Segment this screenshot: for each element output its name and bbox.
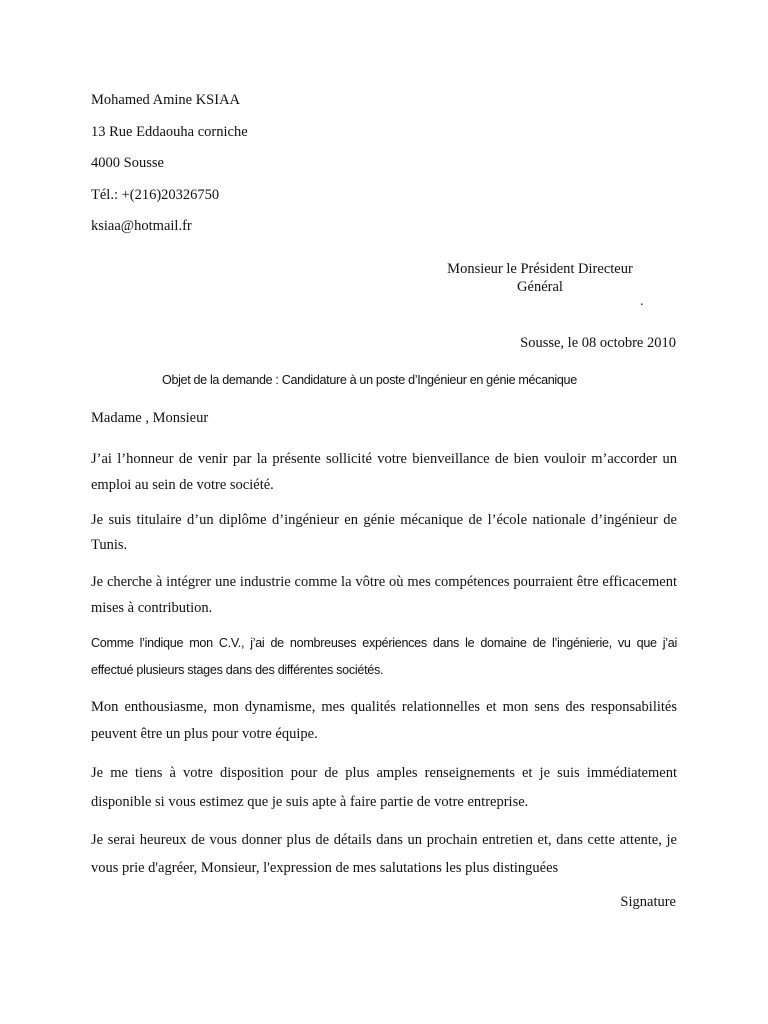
sender-email: ksiaa@hotmail.fr [91, 218, 192, 234]
signature-label: Signature [620, 894, 676, 910]
sender-block [91, 90, 248, 248]
date-line: Sousse, le 08 octobre 2010 [520, 335, 676, 351]
recipient-trailing-mark: . [640, 294, 644, 309]
paragraph-4: Comme l’indique mon C.V., j’ai de nombreuses expériences dans le domaine de l’ingénierie, vu que j’ai effectué plusieurs stages dans des différentes sociétés. [91, 636, 677, 677]
recipient-line-2: Général [517, 279, 563, 295]
paragraph-3: Je cherche à intégrer une industrie comme la vôtre où mes compétences pourraient être efficacement mises à contribution. [91, 574, 677, 616]
paragraph-1: J’ai l’honneur de venir par la présente sollicité votre bienveillance de bien vouloir m’accorder un emploi au sein de votre société. [91, 451, 677, 493]
paragraph-7: Je serai heureux de vous donner plus de détails dans un prochain entretien et, dans cette attente, je vous prie d'agréer, Monsieur, l'expression de mes salutations les plus distinguées [91, 832, 677, 876]
paragraph-2: Je suis titulaire d’un diplôme d’ingénieur en génie mécanique de l’école nationale d’ingénieur de Tunis. [91, 512, 677, 553]
recipient-block [430, 260, 650, 296]
paragraph-5: Mon enthousiasme, mon dynamisme, mes qualités relationnelles et mon sens des responsabilités peuvent être un plus pour votre équipe. [91, 699, 677, 742]
paragraph-6: Je me tiens à votre disposition pour de plus amples renseignements et je suis immédiatement disponible si vous estimez que je suis apte à faire partie de votre entreprise. [91, 765, 677, 810]
subject-line: Objet de la demande : Candidature à un poste d’Ingénieur en génie mécanique [162, 373, 577, 387]
sender-street: 13 Rue Eddaouha corniche [91, 123, 248, 140]
salutation: Madame , Monsieur [91, 410, 209, 426]
recipient-line-1: Monsieur le Président Directeur [447, 261, 633, 277]
sender-phone: Tél.: +(216)20326750 [91, 186, 220, 203]
sender-city: 4000 Sousse [91, 155, 164, 171]
sender-name: Mohamed Amine KSIAA [91, 92, 241, 108]
